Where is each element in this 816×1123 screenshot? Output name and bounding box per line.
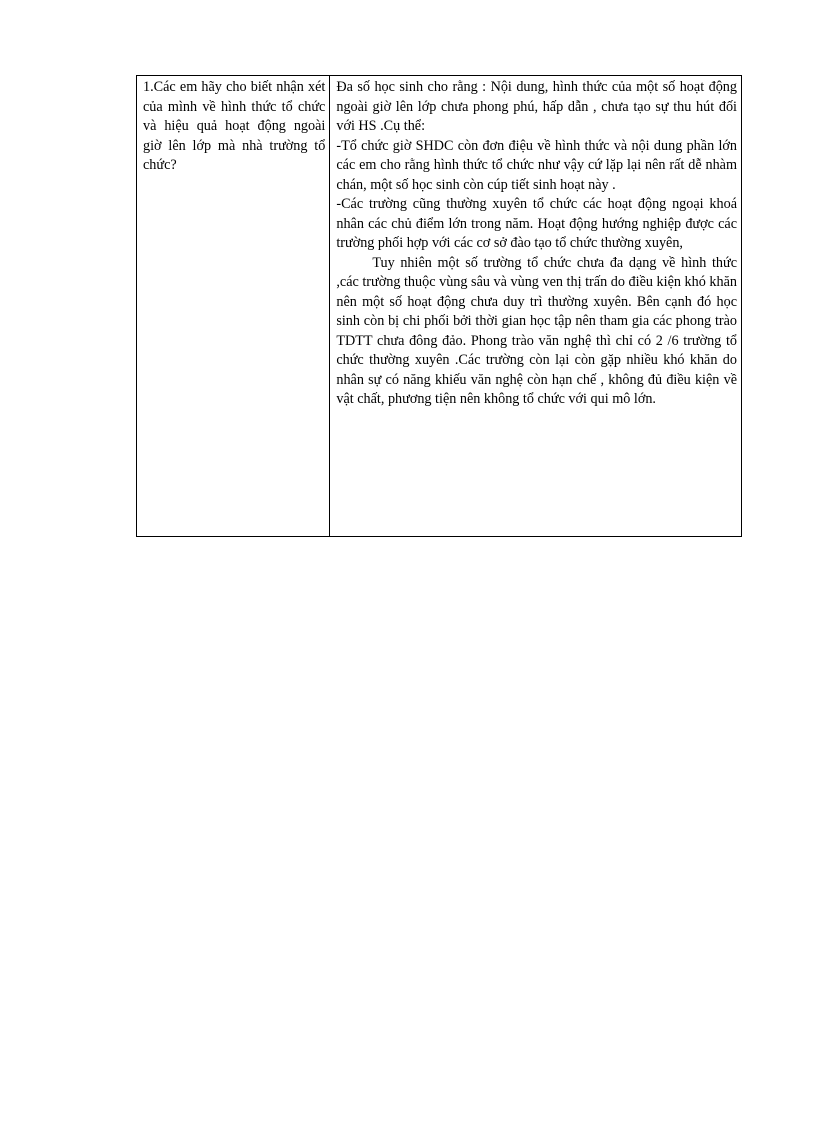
answer-paragraph: Đa số học sinh cho rằng : Nội dung, hình thức của một số hoạt động ngoài giờ lên lớp chưa phong phú, hấp dẫn , chưa tạo sự thu hút đối với HS .Cụ thể:	[336, 79, 737, 134]
survey-table	[136, 75, 742, 537]
table-row	[137, 76, 742, 537]
answer-paragraph: -Các trường cũng thường xuyên tổ chức các hoạt động ngoại khoá nhân các chủ điểm lớn trong năm. Hoạt động hướng nghiệp được các trường phối hợp với các cơ sở đào tạo tổ chức thường xuyên,	[336, 196, 737, 251]
question-cell	[137, 76, 330, 537]
answer-paragraph: -Tổ chức giờ SHDC còn đơn điệu về hình thức và nội dung phần lớn các em cho rằng hình thức tổ chức như vậy cứ lặp lại nên rất dễ nhàm chán, một số học sinh còn cúp tiết sinh hoạt này .	[336, 137, 737, 193]
question-text: 1.Các em hãy cho biết nhận xét của mình về hình thức tổ chức và hiệu quả hoạt động ngoài giờ lên lớp mà nhà trường tổ chức?	[143, 79, 326, 173]
answer-cell	[330, 76, 742, 537]
answer-paragraph: Tuy nhiên một số trường tổ chức chưa đa dạng về hình thức ,các trường thuộc vùng sâu và vùng ven thị trấn do điều kiện khó khăn nên một số hoạt động chưa duy trì thường xuyên. Bên cạnh đó học sinh còn bị chi phối bởi thời gian học tập nên tham gia các phong trào TDTT chưa đông đảo. Phong trào văn nghệ thì chỉ có 2 /6 trường tổ chức thường xuyên .Các trường còn lại còn gặp nhiều khó khăn do nhân sự có năng khiếu văn nghệ còn hạn chế , không đủ điều kiện về vật chất, phương tiện nên không tổ chức với qui mô lớn.	[336, 254, 737, 407]
